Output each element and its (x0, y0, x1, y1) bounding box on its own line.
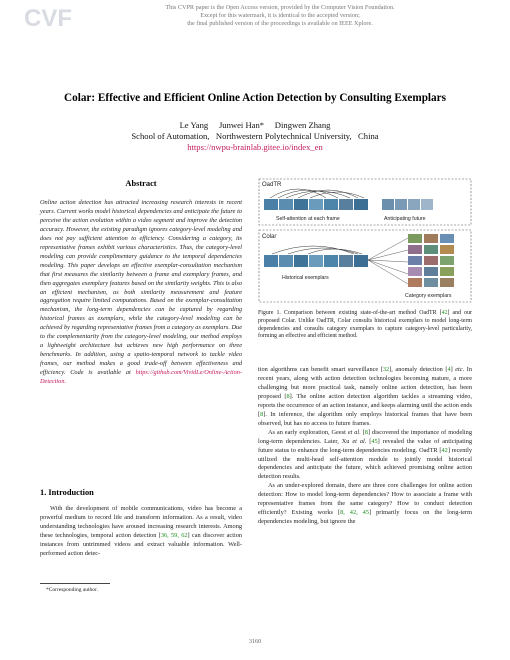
self-attention-arcs (270, 189, 364, 198)
oadtr-label: OadTR (262, 182, 282, 188)
paper-title: Colar: Effective and Efficient Online Action Detection by Consulting Exemplars (64, 92, 446, 104)
svg-text:CVF: CVF (24, 5, 72, 30)
citation-link[interactable]: 8 (260, 410, 264, 418)
author-block (30, 120, 480, 153)
open-access-watermark (100, 4, 460, 28)
intro-heading: 1. Introduction (40, 488, 94, 497)
category-exemplar-grid (408, 234, 454, 287)
figure-1 (258, 176, 472, 306)
abstract-body (40, 199, 242, 387)
page-number: 3160 (248, 638, 262, 645)
watermark-line: This CVPR paper is the Open Access version, provided by the Computer Vision Foundation. (165, 4, 395, 11)
watermark-line: the final published version of the proceedings is available on IEEE Xplore. (187, 20, 373, 27)
intro-text: ] can discover action instances from untrimmed videos and extract valuable information. Well-performed action detec- (40, 531, 243, 557)
exemplar-arcs (272, 246, 362, 254)
category-exemplars-label: Category exemplars (405, 293, 452, 299)
citation-link[interactable]: 8 (286, 392, 290, 400)
paragraph: As an under-explored domain, there are three core challenges for online action detection: How to model long-term dependencies? How to associate a frame with representative frames from the same category? How to conduct detection efficiently? Existing works [8, 42, 45] primarily focus on the long-term dependencies modeling, but ignore the (258, 482, 472, 526)
footnote-divider (40, 583, 110, 584)
colar-frames (264, 255, 368, 267)
category-links (368, 238, 408, 284)
citation-link[interactable]: 42 (441, 446, 448, 454)
citation-link[interactable]: 8 (364, 428, 368, 436)
citation-link[interactable]: 36, 59, 62 (160, 531, 188, 539)
citation-link[interactable]: 4 (447, 366, 451, 373)
citation-link[interactable]: 32 (382, 366, 390, 373)
caption-text: ] and our proposed Colar. Unlike OadTR, Colar consults historical exemplars to model long-term dependencies and consults category exemplars to capture category-level particularity, forming an effective and efficient method. (258, 310, 473, 340)
citation-link[interactable]: 45 (371, 437, 378, 445)
abstract-text: Online action detection has attracted increasing research interests in recent years. Current works model historical dependencies and anticipate the future to perceive the action evolution within a video segment and improve the detection accuracy. However, the existing paradigm ignores category-level modeling and does not pay sufficient attention to efficiency. Considering a category, its representative frames exhibit various characteristics. Thus, the category-level modeling can provide complimentary guidance to the temporal dependencies modeling. This paper develops an effective exemplar-consultation mechanism that first measures the similarity between a frame and exemplary frames, and then aggregates exemplary features based on the similarity weights. This is also an efficient mechanism, as both similarity measurement and feature aggregation require limited computations. Based on the exemplar-consultation mechanism, the long-term dependencies can be captured by regarding historical frames as exemplars, while the category-level modeling can be achieved by regarding representative frames from a category as exemplars. Due to the complementarity from the category-level modeling, our method employs a lightweight architecture but achieves new high performance on three benchmarks. In addition, using a spatio-temporal network to tackle video frames, our method makes a good trade-off between effectiveness and efficiency. Code is available at (40, 199, 242, 377)
historical-exemplars-label: Historical exemplars (282, 275, 329, 281)
citation-link[interactable]: 42 (441, 310, 448, 316)
citation-link[interactable]: 8, 42, 45 (340, 509, 369, 517)
cvf-logo (22, 4, 80, 30)
author-affiliation: School of Automation, Northwestern Polytechnical University, China (131, 131, 379, 141)
corresponding-author-footnote: *Corresponding author. (46, 587, 98, 593)
paragraph: As an early exploration, Geest et al. [8] discovered the importance of modeling long-term dependencies. Later, Xu et al. [45] revealed the value of anticipating future status to enhance the long-term dependencies modeling. OadTR [42] recently utilized the multi-head self-attention module to jointly model historical dependencies and anticipate the future, which achieved promising online action detection results. (258, 428, 472, 481)
author-url-link[interactable]: https://nwpu-brainlab.gitee.io/index_en (187, 142, 323, 152)
intro-paragraph (40, 505, 242, 559)
paragraph: tion algorithms can benefit smart surveillance [32], anomaly detection [4] etc. In recent years, along with action detection technologies becoming mature, a more challenging but more practical task, namely online action detection, has been proposed [8]. The online action detection algorithm tackles a streaming video, reports the occurrence of an action instance, and keeps alarming until the action ends [8]. In inference, the algorithm only employs historical frames that have been observed, but has no access to future frames. (258, 366, 473, 427)
code-link[interactable]: https://github.com/VividLe/Online-Action-Detection. (40, 369, 242, 386)
intro-text: With the development of mobile communications, video has become a powerful medium to record life and transform information. As a result, video understanding technologies have aroused increasing research interests. Among these technologies, temporal action detection [ (40, 505, 242, 539)
anticipating-label: Anticipating future (384, 216, 426, 222)
oadtr-frames (264, 199, 368, 210)
figure-1-caption (258, 310, 472, 341)
caption-text: Figure 1. Comparison between existing state-of-the-art method OadTR [ (258, 310, 442, 316)
self-attention-label: Self-attention at each frame (276, 216, 340, 222)
abstract-heading: Abstract (125, 179, 157, 188)
author-names: Le Yang Junwei Han* Dingwen Zhang (179, 120, 331, 130)
future-frames (382, 199, 433, 210)
right-column-body (258, 366, 472, 527)
watermark-line: Except for this watermark, it is identical to the accepted version; (200, 12, 360, 19)
colar-label: Colar (262, 234, 277, 240)
